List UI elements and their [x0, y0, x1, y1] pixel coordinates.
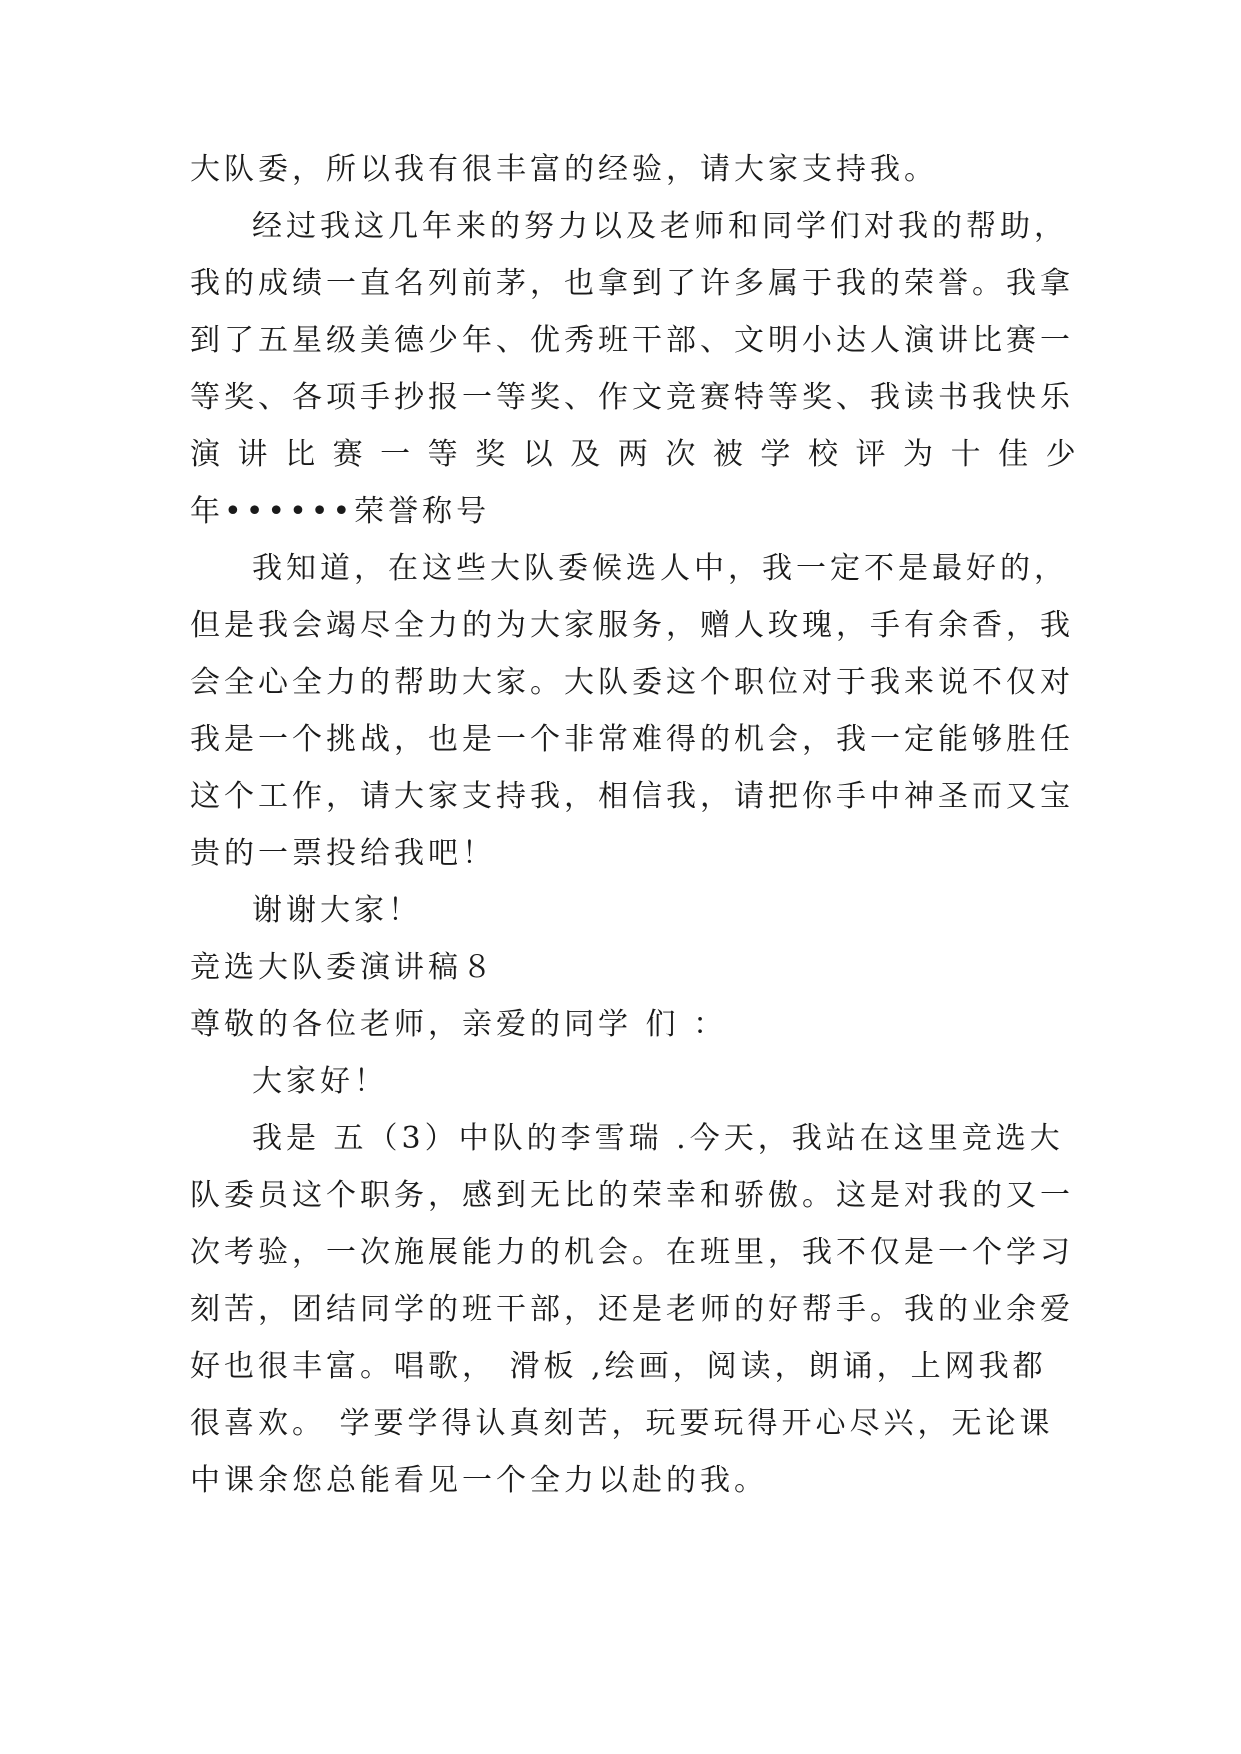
text-line: 很喜欢。 学要学得认真刻苦，玩要玩得开心尽兴，无论课 — [190, 1406, 1054, 1441]
text-line: 好也很丰富。唱歌， 滑板 ,绘画，阅读，朗诵，上网我都 — [190, 1349, 1047, 1384]
text-line: 大队委，所以我有很丰富的经验，请大家支持我。 — [190, 152, 938, 187]
text-line: 刻苦，团结同学的班干部，还是老师的好帮手。我的业余爱 — [190, 1292, 1074, 1327]
text-line: 我是一个挑战，也是一个非常难得的机会，我一定能够胜任 — [190, 722, 1074, 757]
text-line: 次考验，一次施展能力的机会。在班里，我不仅是一个学习 — [190, 1235, 1074, 1270]
text-line: 年••••••荣誉称号 — [190, 494, 491, 529]
text-line: 我的成绩一直名列前茅，也拿到了许多属于我的荣誉。我拿 — [190, 266, 1074, 301]
closing-line: 谢谢大家！ — [252, 893, 422, 928]
section-heading: 竞选大队委演讲稿８ — [190, 950, 496, 985]
text-line: 等奖、各项手抄报一等奖、作文竞赛特等奖、我读书我快乐 — [190, 380, 1074, 415]
text-line: 演 讲 比 赛 一 等 奖 以 及 两 次 被 学 校 评 为 十 佳 少 — [190, 437, 1080, 472]
greeting-line: 大家好！ — [252, 1064, 388, 1099]
paragraph-start-line: 我是 五（3）中队的李雪瑞 .今天，我站在这里竞选大 — [252, 1121, 1064, 1156]
text-line: 这个工作，请大家支持我，相信我，请把你手中神圣而又宝 — [190, 779, 1074, 814]
text-line: 到了五星级美德少年、优秀班干部、文明小达人演讲比赛一 — [190, 323, 1074, 358]
paragraph-start-line: 经过我这几年来的努力以及老师和同学们对我的帮助， — [252, 209, 1068, 244]
text-line: 但是我会竭尽全力的为大家服务，赠人玫瑰，手有余香，我 — [190, 608, 1074, 643]
text-line: 队委员这个职务，感到无比的荣幸和骄傲。这是对我的又一 — [190, 1178, 1074, 1213]
salutation-line: 尊敬的各位老师，亲爱的同学 们 ： — [190, 1007, 728, 1042]
text-line: 中课余您总能看见一个全力以赴的我。 — [190, 1463, 768, 1498]
text-line: 贵的一票投给我吧！ — [190, 836, 496, 871]
paragraph-start-line: 我知道，在这些大队委候选人中，我一定不是最好的， — [252, 551, 1068, 586]
text-line: 会全心全力的帮助大家。大队委这个职位对于我来说不仅对 — [190, 665, 1074, 700]
